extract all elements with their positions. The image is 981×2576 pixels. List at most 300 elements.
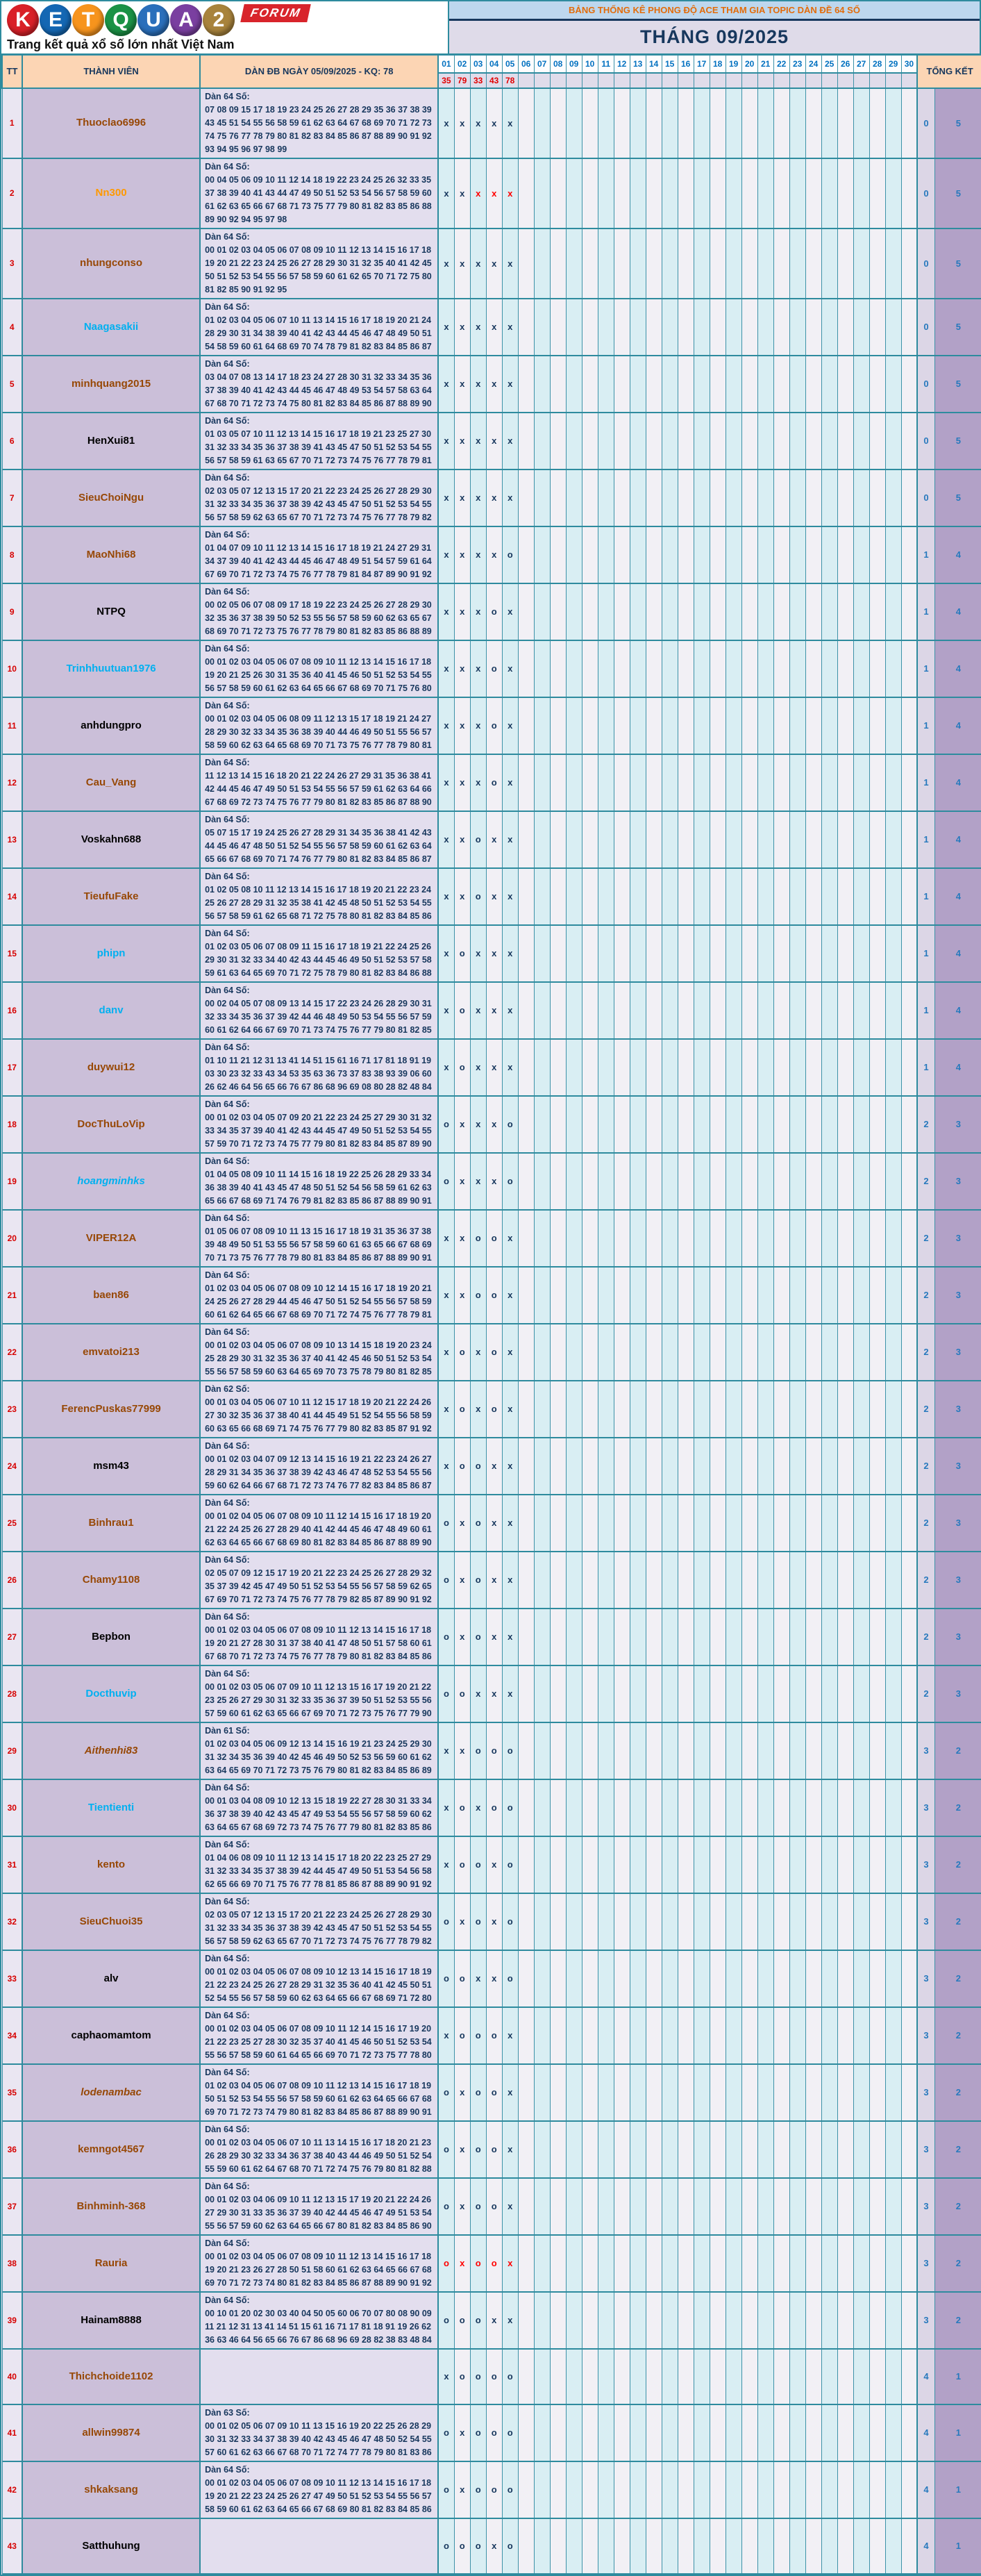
day-cell [438, 158, 454, 228]
result-cell [773, 73, 789, 88]
day-cell [438, 1779, 454, 1836]
day-cell [630, 356, 646, 413]
total-miss-cell: 2 [917, 1665, 934, 1722]
day-cell [598, 1438, 614, 1495]
day-cell [614, 158, 630, 228]
day-cell [853, 228, 869, 299]
day-cell [598, 2121, 614, 2178]
dan-numbers: 01 05 06 07 08 09 10 11 13 15 16 17 18 19 31 35 36 37 38 39 48 49 50 51 53 55 56 57 58 59 60 61 63 65 66 67 68 69 70 71 73 75 76 77 78 79 80 81 83 84 85 86 87 88 89 90 91 [205, 1226, 432, 1263]
mark: x [460, 322, 465, 332]
day-cell [773, 1665, 789, 1722]
day-cell [869, 1495, 885, 1552]
member-cell [22, 2235, 200, 2292]
mark: x [508, 2315, 513, 2325]
row-number: 42 [2, 2461, 22, 2518]
day-cell [837, 1210, 853, 1267]
total-miss-cell: 4 [917, 2461, 934, 2518]
dan-cell [200, 583, 438, 640]
member-name: Binhrau1 [88, 1516, 134, 1529]
total-miss-cell: 3 [917, 2292, 934, 2349]
member-row [2, 1609, 981, 1665]
day-cell [853, 1665, 869, 1722]
day-cell [550, 413, 566, 470]
mark: x [476, 1973, 481, 1984]
day-cell [869, 228, 885, 299]
day-cell [614, 2178, 630, 2235]
day-cell [741, 2178, 757, 2235]
total-miss-cell: 1 [917, 811, 934, 868]
mark: x [460, 1574, 465, 1585]
day-header: 23 [789, 56, 805, 73]
mark: x [444, 777, 449, 788]
total-hit-cell: 2 [934, 1893, 981, 1950]
day-cell [741, 640, 757, 697]
mark: x [460, 606, 465, 617]
day-cell [741, 1438, 757, 1495]
row-number: 40 [2, 2349, 22, 2404]
day-cell [486, 925, 502, 982]
day-cell [694, 1381, 710, 1438]
day-cell [869, 1836, 885, 1893]
dan-numbers: 00 01 02 03 04 05 06 07 08 09 10 11 12 13 14 15 16 17 18 19 20 21 22 23 24 25 26 27 28 29 30 31 32 35 40 41 42 45 50 51 52 53 54 55 56 57 58 59 60 61 62 65 70 71 72 75 80 81 82 85 90 91 92 95 [205, 244, 432, 294]
dan-numbers: 00 01 02 03 04 06 09 10 11 12 13 15 17 19 20 21 22 24 26 27 29 30 31 33 35 36 37 39 40 42 44 45 46 47 49 51 53 54 55 56 57 59 60 62 63 64 65 66 67 80 81 82 83 84 85 86 90 [205, 2194, 432, 2231]
day-cell [757, 811, 773, 868]
day-cell [789, 1779, 805, 1836]
day-cell [518, 2292, 534, 2349]
total-hit-cell: 2 [934, 1836, 981, 1893]
total-hit-cell: 4 [934, 526, 981, 583]
dan-numbers: 00 01 03 04 05 06 07 10 11 12 15 17 18 19 20 21 22 24 26 27 30 32 35 36 37 38 40 41 44 45 49 51 52 54 55 56 58 59 60 63 65 66 68 69 71 74 75 76 77 79 80 82 83 85 87 91 92 [205, 1397, 432, 1434]
day-cell [502, 1836, 518, 1893]
member-row [2, 697, 981, 754]
row-number: 34 [2, 2007, 22, 2064]
day-cell [678, 1893, 694, 1950]
day-cell [678, 1722, 694, 1779]
day-cell [534, 2064, 550, 2121]
mark: o [491, 606, 497, 617]
member-row [2, 982, 981, 1039]
day-cell [789, 1153, 805, 1210]
total-hit-cell: 4 [934, 640, 981, 697]
mark: x [444, 1745, 449, 1756]
day-cell [438, 1381, 454, 1438]
day-cell [678, 1779, 694, 1836]
day-cell [550, 1609, 566, 1665]
day-cell [582, 1665, 598, 1722]
day-cell [470, 583, 486, 640]
day-cell [502, 2518, 518, 2574]
member-name: nhungconso [80, 257, 143, 269]
day-cell [805, 158, 821, 228]
dan-numbers: 00 01 02 03 04 05 07 09 20 21 22 23 24 25 27 29 30 31 32 33 34 35 37 39 40 41 42 43 44 45 47 49 50 51 52 53 54 55 57 59 70 71 72 73 74 75 77 79 80 81 82 83 84 85 87 89 90 [205, 1112, 432, 1149]
day-cell [470, 2404, 486, 2461]
day-cell [726, 526, 741, 583]
total-hit-cell: 2 [934, 2007, 981, 2064]
day-cell [757, 1096, 773, 1153]
day-cell [694, 1267, 710, 1324]
day-cell [710, 1836, 726, 1893]
total-hit-cell: 2 [934, 2292, 981, 2349]
day-cell [773, 2349, 789, 2404]
day-cell [789, 1609, 805, 1665]
day-cell [789, 2292, 805, 2349]
day-cell [534, 1950, 550, 2007]
day-cell [454, 228, 470, 299]
day-cell [502, 811, 518, 868]
day-cell [901, 640, 917, 697]
mark: x [492, 1916, 497, 1927]
member-row [2, 1893, 981, 1950]
day-cell [773, 925, 789, 982]
day-cell [901, 1552, 917, 1609]
row-number: 11 [2, 697, 22, 754]
member-name: baen86 [93, 1288, 129, 1301]
day-cell [518, 868, 534, 925]
day-cell [534, 2349, 550, 2404]
day-cell [757, 2178, 773, 2235]
day-cell [837, 697, 853, 754]
day-cell [726, 1381, 741, 1438]
day-cell [837, 1609, 853, 1665]
day-cell [486, 1324, 502, 1381]
mark: x [460, 492, 465, 503]
day-cell [726, 697, 741, 754]
day-cell [694, 754, 710, 811]
day-cell [470, 1039, 486, 1096]
day-cell [901, 868, 917, 925]
day-cell [694, 1893, 710, 1950]
member-cell [22, 1893, 200, 1950]
day-cell [678, 1324, 694, 1381]
day-cell [454, 470, 470, 526]
day-cell [662, 470, 678, 526]
day-cell [741, 470, 757, 526]
day-cell [582, 982, 598, 1039]
day-cell [805, 1722, 821, 1779]
day-cell [454, 925, 470, 982]
day-cell [566, 1950, 582, 2007]
member-name: MaoNhi68 [86, 548, 136, 560]
day-cell [614, 1609, 630, 1665]
day-cell [486, 1210, 502, 1267]
member-row [2, 2121, 981, 2178]
day-cell [470, 2349, 486, 2404]
day-cell [566, 1665, 582, 1722]
day-cell [614, 925, 630, 982]
day-cell [885, 1324, 901, 1381]
dan-label: Dàn 64 Số: [205, 2124, 250, 2134]
day-cell [757, 2518, 773, 2574]
day-cell [470, 982, 486, 1039]
day-cell [486, 1495, 502, 1552]
row-number: 31 [2, 1836, 22, 1893]
day-cell [678, 1495, 694, 1552]
board-title: BẢNG THỐNG KÊ PHONG ĐỘ ACE THAM GIA TOPIC DÀN ĐỀ 64 SỐ [569, 5, 860, 15]
day-cell [518, 754, 534, 811]
mark: x [476, 1802, 481, 1813]
member-cell [22, 2404, 200, 2461]
day-cell [486, 1836, 502, 1893]
day-cell [582, 1039, 598, 1096]
day-cell [837, 2349, 853, 2404]
mark: o [475, 2144, 481, 2154]
dan-label: Dàn 64 Số: [205, 2067, 250, 2077]
dan-numbers: 00 01 02 04 05 06 07 08 09 10 11 12 14 15 16 17 18 19 20 21 22 24 25 26 27 28 29 40 41 42 44 45 46 47 48 49 60 61 62 63 64 65 66 67 68 69 80 81 82 83 84 85 86 87 88 89 90 [205, 1511, 432, 1547]
mark: x [444, 435, 449, 446]
day-cell [757, 1381, 773, 1438]
page-header [1, 1, 980, 55]
day-cell [773, 1153, 789, 1210]
day-cell [518, 2064, 534, 2121]
mark: x [508, 720, 513, 731]
day-cell [694, 2349, 710, 2404]
member-name: caphaomamtom [71, 2029, 151, 2041]
day-cell [757, 1836, 773, 1893]
member-name: FerencPuskas77999 [61, 1402, 161, 1415]
day-cell [741, 1552, 757, 1609]
day-cell [726, 1039, 741, 1096]
day-cell [885, 2007, 901, 2064]
day-cell [662, 2235, 678, 2292]
day-cell [694, 228, 710, 299]
mark: x [508, 379, 513, 389]
row-number: 30 [2, 1779, 22, 1836]
day-cell [630, 1495, 646, 1552]
day-header: 24 [805, 56, 821, 73]
result-cell [885, 73, 901, 88]
day-cell [726, 1950, 741, 2007]
day-cell [534, 1153, 550, 1210]
mark: x [476, 663, 481, 674]
member-row [2, 1153, 981, 1210]
day-cell [805, 2518, 821, 2574]
day-cell [438, 868, 454, 925]
member-cell [22, 640, 200, 697]
dan-numbers: 02 03 05 07 12 13 15 17 20 21 22 23 24 25 26 27 28 29 30 31 32 33 34 35 36 37 38 39 42 43 45 47 50 51 52 53 54 55 56 57 58 59 62 63 65 67 70 71 72 73 74 75 76 77 78 79 82 [205, 485, 432, 522]
day-cell [438, 470, 454, 526]
day-cell [710, 1324, 726, 1381]
day-cell [582, 356, 598, 413]
day-cell [805, 1836, 821, 1893]
day-cell [438, 2064, 454, 2121]
day-cell [502, 2178, 518, 2235]
day-cell [662, 1609, 678, 1665]
day-cell [566, 1267, 582, 1324]
dan-label: Dàn 64 Số: [205, 1042, 250, 1052]
day-cell [869, 1039, 885, 1096]
day-cell [518, 2461, 534, 2518]
day-cell [757, 413, 773, 470]
day-cell [678, 925, 694, 982]
day-cell [837, 1950, 853, 2007]
day-cell [741, 1836, 757, 1893]
day-cell [662, 2349, 678, 2404]
day-cell [582, 1552, 598, 1609]
day-cell [885, 526, 901, 583]
day-cell [726, 88, 741, 158]
row-number: 28 [2, 1665, 22, 1722]
mark: x [460, 663, 465, 674]
day-cell [518, 697, 534, 754]
day-header: 12 [614, 56, 630, 73]
mark: o [507, 2427, 513, 2438]
day-cell [614, 299, 630, 356]
dan-label: Dàn 64 Số: [205, 1270, 250, 1280]
day-cell [805, 299, 821, 356]
day-cell [821, 1609, 837, 1665]
member-name: kento [97, 1858, 126, 1870]
day-cell [821, 1779, 837, 1836]
day-cell [789, 2349, 805, 2404]
dan-numbers: 00 01 02 03 04 05 06 07 08 09 10 11 12 13 14 15 16 17 18 19 20 21 27 28 30 31 37 38 40 41 47 48 50 51 57 58 60 61 67 68 70 71 72 73 74 75 76 77 78 79 80 81 82 83 84 85 86 [205, 1624, 432, 1661]
row-number: 4 [2, 299, 22, 356]
day-cell [582, 2064, 598, 2121]
day-cell [502, 1153, 518, 1210]
day-cell [518, 1039, 534, 1096]
day-cell [470, 356, 486, 413]
day-cell [901, 1210, 917, 1267]
day-cell [598, 2007, 614, 2064]
mark: x [508, 1404, 513, 1414]
stats-table [1, 55, 981, 2575]
day-cell [534, 2292, 550, 2349]
dan-label: Dàn 64 Số: [205, 1896, 250, 1906]
day-cell [869, 2518, 885, 2574]
mark-red: x [492, 188, 497, 199]
day-cell [614, 1836, 630, 1893]
member-name: SieuChuoi35 [79, 1915, 143, 1927]
member-row [2, 2404, 981, 2461]
day-cell [789, 1039, 805, 1096]
member-name: NTPQ [97, 605, 126, 617]
total-miss-cell: 3 [917, 1779, 934, 1836]
result-cell [630, 73, 646, 88]
month-label: THÁNG 09/2025 [639, 26, 789, 47]
day-cell [805, 1039, 821, 1096]
day-cell [550, 2007, 566, 2064]
member-cell [22, 1665, 200, 1722]
day-cell [694, 2461, 710, 2518]
day-cell [502, 470, 518, 526]
day-cell [614, 1153, 630, 1210]
day-cell [518, 1324, 534, 1381]
day-cell [741, 1722, 757, 1779]
day-cell [518, 413, 534, 470]
day-cell [757, 1495, 773, 1552]
day-header: 15 [662, 56, 678, 73]
day-cell [678, 811, 694, 868]
result-cell [614, 73, 630, 88]
dan-label: Dàn 64 Số: [205, 1156, 250, 1166]
day-cell [566, 158, 582, 228]
mark: x [444, 606, 449, 617]
day-cell [789, 88, 805, 158]
dan-numbers: 05 07 15 17 19 24 25 26 27 28 29 31 34 35 36 38 41 42 43 44 45 46 47 48 50 51 52 54 55 56 57 58 59 60 61 62 63 64 65 66 67 68 69 70 71 74 76 77 79 80 81 82 83 84 85 86 87 [205, 827, 432, 864]
row-number: 2 [2, 158, 22, 228]
day-cell [821, 1722, 837, 1779]
day-cell [534, 1324, 550, 1381]
mark: x [476, 720, 481, 731]
mark: o [443, 2427, 449, 2438]
day-cell [726, 1267, 741, 1324]
day-cell [438, 1324, 454, 1381]
day-cell [757, 982, 773, 1039]
day-cell [518, 1552, 534, 1609]
day-cell [678, 1039, 694, 1096]
day-cell [502, 2235, 518, 2292]
dan-numbers: 00 01 02 03 04 05 06 07 08 09 10 13 14 15 18 19 20 23 24 25 28 29 30 31 32 35 36 37 40 41 42 45 46 50 51 52 53 54 55 56 57 58 59 60 63 64 65 69 70 73 75 78 79 80 81 82 85 [205, 1340, 432, 1377]
day-cell [678, 1096, 694, 1153]
mark: x [444, 322, 449, 332]
day-cell [614, 1438, 630, 1495]
day-cell [789, 356, 805, 413]
day-cell [837, 470, 853, 526]
dan-label: Dàn 64 Số: [205, 1554, 250, 1565]
day-cell [869, 2292, 885, 2349]
brand-letter: U [137, 4, 169, 36]
day-cell [885, 1381, 901, 1438]
day-cell [582, 925, 598, 982]
day-cell [678, 2235, 694, 2292]
day-cell [789, 982, 805, 1039]
row-number: 37 [2, 2178, 22, 2235]
member-row [2, 299, 981, 356]
day-cell [821, 1495, 837, 1552]
mark: o [491, 1290, 497, 1300]
day-cell [486, 1779, 502, 1836]
member-row [2, 868, 981, 925]
day-cell [534, 2461, 550, 2518]
day-cell [598, 982, 614, 1039]
day-cell [694, 1039, 710, 1096]
mark: x [492, 322, 497, 332]
day-cell [454, 413, 470, 470]
day-cell [678, 640, 694, 697]
total-miss-cell: 0 [917, 470, 934, 526]
day-cell [885, 470, 901, 526]
day-cell [885, 88, 901, 158]
day-cell [646, 868, 662, 925]
member-name: Voskahn688 [81, 833, 142, 845]
day-cell [869, 925, 885, 982]
day-cell [694, 1153, 710, 1210]
day-cell [853, 982, 869, 1039]
day-cell [837, 982, 853, 1039]
day-cell [502, 1096, 518, 1153]
day-cell [821, 868, 837, 925]
day-cell [598, 2292, 614, 2349]
mark: x [460, 1290, 465, 1300]
day-cell [741, 356, 757, 413]
day-header: 17 [694, 56, 710, 73]
total-hit-cell: 3 [934, 1665, 981, 1722]
mark: x [460, 188, 465, 199]
day-cell [885, 2292, 901, 2349]
day-cell [773, 2178, 789, 2235]
dan-numbers: 03 04 07 08 13 14 17 18 23 24 27 28 30 31 32 33 34 35 36 37 38 39 40 41 42 43 44 45 46 47 48 49 53 54 57 58 63 64 67 68 70 71 72 73 74 75 80 81 82 83 84 85 86 87 88 89 90 [205, 372, 432, 408]
row-number: 39 [2, 2292, 22, 2349]
day-cell [534, 299, 550, 356]
member-row [2, 1722, 981, 1779]
day-cell [837, 1039, 853, 1096]
day-cell [630, 1665, 646, 1722]
day-cell [757, 754, 773, 811]
day-cell [837, 88, 853, 158]
day-cell [582, 2518, 598, 2574]
dan-numbers: 00 01 02 03 04 05 06 07 08 09 10 11 12 14 15 16 17 19 20 21 22 23 25 27 28 30 32 35 37 40 41 45 46 50 51 52 53 54 55 56 57 58 59 60 61 64 65 66 69 70 71 72 73 75 77 78 80 [205, 2023, 432, 2060]
day-cell [550, 1324, 566, 1381]
day-cell [773, 1039, 789, 1096]
